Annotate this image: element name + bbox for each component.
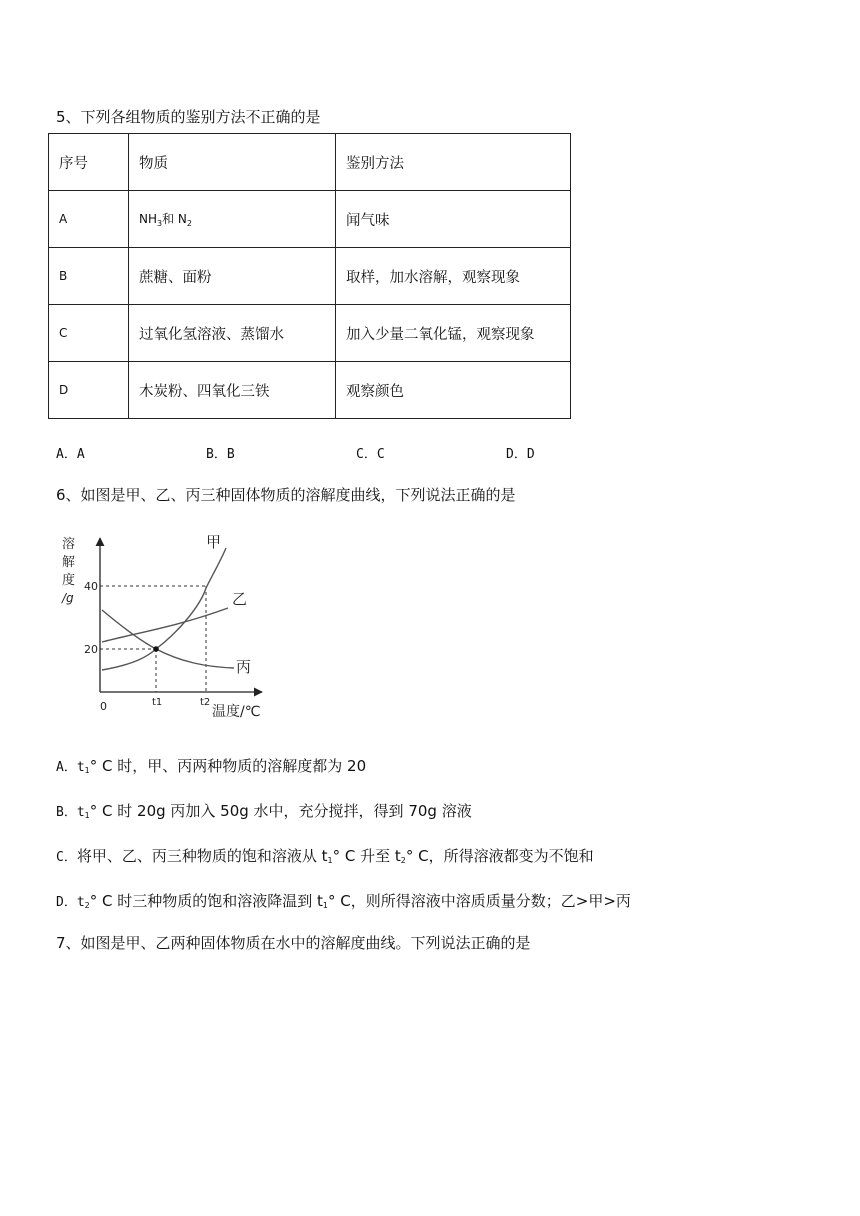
question-6-stem: 6、如图是甲、乙、丙三种固体物质的溶解度曲线，下列说法正确的是 [56, 486, 516, 504]
row-id: A [49, 191, 129, 248]
origin-label: 0 [100, 700, 107, 713]
option-b[interactable]: B．B [206, 447, 235, 462]
option-a[interactable]: A．A [56, 447, 85, 462]
row-substance: 蔗糖、面粉 [129, 248, 336, 305]
table-row [49, 191, 571, 248]
row-id: B [49, 248, 129, 305]
question-5-options [56, 443, 616, 463]
answer-d[interactable]: D．t2° C 时三种物质的饱和溶液降温到 t1° C，则所得溶液中溶质质量分数；乙>甲>丙 [56, 892, 631, 910]
y-label-char: 溶 [62, 537, 76, 552]
question-7-stem: 7、如图是甲、乙两种固体物质在水中的溶解度曲线。下列说法正确的是 [56, 934, 531, 952]
y-label-char: 度 [62, 573, 76, 588]
row-method: 观察颜色 [336, 362, 571, 419]
row-substance: 木炭粉、四氧化三铁 [129, 362, 336, 419]
series-label-bing: 丙 [236, 658, 252, 676]
series-jia-line [102, 548, 226, 670]
table-row [49, 362, 571, 419]
option-c[interactable]: C．C [356, 447, 385, 462]
solubility-chart [56, 532, 270, 722]
row-substance: 过氧化氢溶液、蒸馏水 [129, 305, 336, 362]
series-label-jia: 甲 [206, 533, 222, 551]
option-d[interactable]: D．D [506, 447, 535, 462]
header-cell: 鉴别方法 [336, 134, 571, 191]
y-label-char: /g [62, 591, 74, 605]
row-method: 取样，加水溶解，观察现象 [336, 248, 571, 305]
x-tick-label: t2 [200, 697, 211, 708]
x-axis-label: 温度/℃ [212, 704, 261, 720]
table-row [49, 248, 571, 305]
answer-c[interactable]: C．将甲、乙、丙三种物质的饱和溶液从 t1° C 升至 t2° C，所得溶液都变为不饱和 [56, 847, 594, 865]
y-label-char: 解 [62, 555, 76, 570]
row-substance: $NH_3$和 $N_2$ [129, 191, 336, 248]
table-row [49, 305, 571, 362]
answer-b[interactable]: B．t1° C 时 20g 丙加入 50g 水中，充分搅拌，得到 70g 溶液 [56, 802, 472, 820]
header-cell: 序号 [49, 134, 129, 191]
y-tick-label: 40 [84, 580, 98, 593]
x-tick-label: t1 [152, 697, 163, 708]
table-header-row [49, 134, 571, 191]
row-method: 闻气味 [336, 191, 571, 248]
question-5-stem: 5、下列各组物质的鉴别方法不正确的是 [56, 108, 321, 126]
row-method: 加入少量二氧化锰，观察现象 [336, 305, 571, 362]
answer-a[interactable]: A．t1° C 时，甲、丙两种物质的溶解度都为 20 [56, 757, 367, 775]
y-tick-label: 20 [84, 643, 98, 656]
row-id: C [49, 305, 129, 362]
intersection-point [153, 646, 159, 652]
identification-table [48, 133, 571, 419]
series-label-yi: 乙 [232, 590, 248, 608]
header-cell: 物质 [129, 134, 336, 191]
row-id: D [49, 362, 129, 419]
